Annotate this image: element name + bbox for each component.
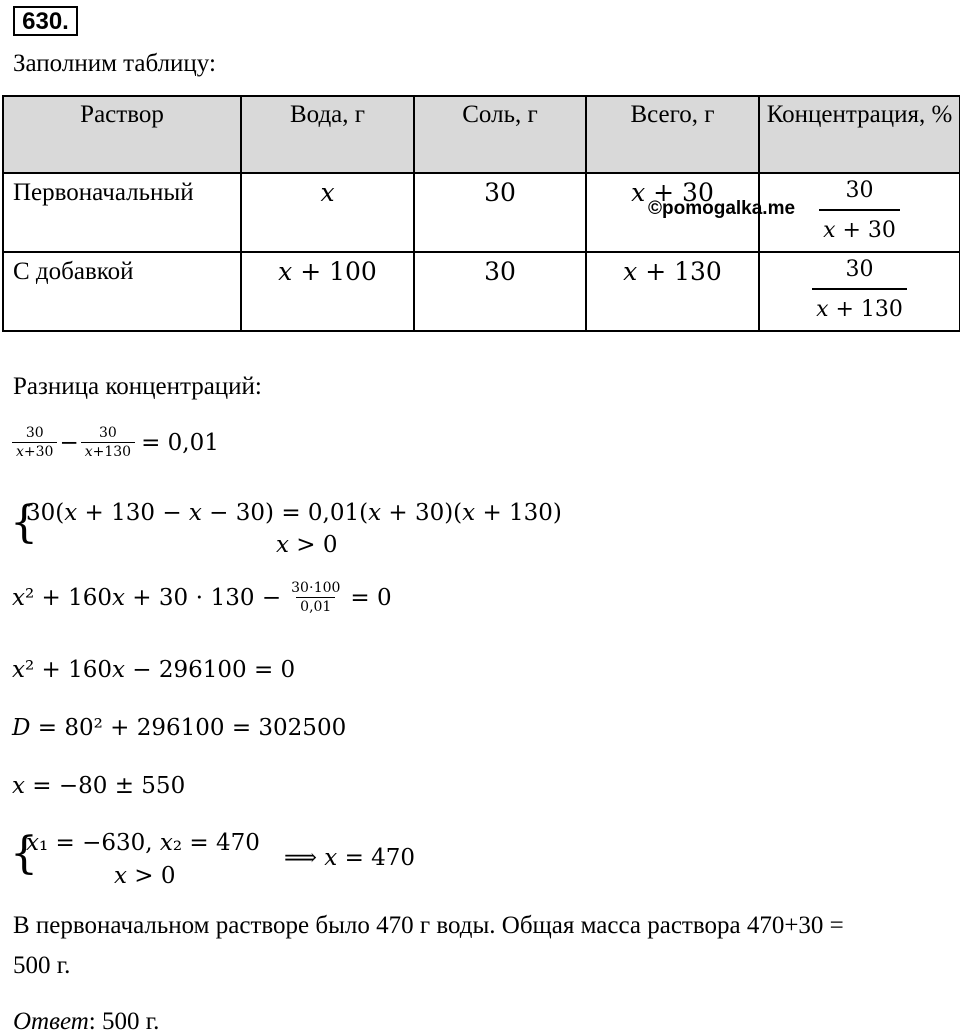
answer — [13, 1008, 159, 1036]
equation-roots: 𝑥 = −80 ± 550 — [12, 773, 186, 799]
equation-rhs: = 0,01 — [141, 430, 219, 456]
system2-line1: 𝑥₁ = −630, 𝑥₂ = 470 — [26, 830, 260, 856]
table-header-row — [3, 96, 960, 173]
header-water: Вода, г — [241, 96, 414, 173]
concentration-fraction — [819, 173, 900, 249]
header-total: Всего, г — [586, 96, 759, 173]
row-total: 𝑥 + 30 — [586, 173, 759, 252]
equation-lhs: 𝑥² + 160𝑥 + 30 ⋅ 130 − — [12, 585, 282, 611]
fraction-left — [12, 425, 57, 461]
conclusion-line1: В первоначальном растворе было 470 г воды. Общая масса раствора 470+30 = — [13, 912, 844, 939]
header-solution: Раствор — [3, 96, 241, 173]
intro-text: Заполним таблицу: — [13, 50, 216, 77]
fraction-expanded — [287, 580, 344, 616]
equation-rhs: = 0 — [350, 585, 392, 611]
system1-line1: 30(𝑥 + 130 − 𝑥 − 30) = 0,01(𝑥 + 30)(𝑥 + 130) — [26, 500, 562, 526]
problem-number: 630. — [13, 6, 78, 36]
equation-expanded — [12, 580, 392, 616]
table-row — [3, 173, 960, 252]
fraction-numerator: 30⋅100 — [291, 580, 341, 596]
fraction-denominator: 𝑥+30 — [12, 442, 57, 461]
header-salt: Соль, г — [414, 96, 586, 173]
system1-line2: 𝑥 > 0 — [276, 532, 338, 558]
fraction-right — [81, 425, 135, 461]
fraction-denominator: 𝑥 + 30 — [819, 209, 900, 249]
difference-label: Разница концентраций: — [13, 373, 262, 400]
fraction-denominator: 0,01 — [296, 597, 335, 616]
row-total: 𝑥 + 130 — [586, 252, 759, 331]
equation-difference — [12, 425, 219, 461]
answer-label: Ответ — [13, 1008, 89, 1035]
solution-table — [2, 95, 960, 332]
row-water: 𝑥 — [241, 173, 414, 252]
answer-text: : 500 г. — [88, 1008, 160, 1035]
fraction-numerator: 30 — [99, 425, 117, 441]
equation-quadratic: 𝑥² + 160𝑥 − 296100 = 0 — [12, 657, 296, 683]
fraction-numerator: 30 — [25, 425, 44, 441]
row-water: 𝑥 + 100 — [241, 252, 414, 331]
row-salt: 30 — [414, 173, 586, 252]
table-row — [3, 252, 960, 331]
concentration-fraction — [812, 252, 907, 328]
row-salt: 30 — [414, 252, 586, 331]
system-brace: { — [10, 497, 38, 548]
system2-line2: 𝑥 > 0 — [114, 863, 176, 889]
watermark: ©pomogalka.me — [648, 198, 796, 219]
conclusion-line2: 500 г. — [13, 952, 71, 979]
row-name: Первоначальный — [3, 173, 241, 252]
system2-result: ⟹ 𝑥 = 470 — [284, 845, 416, 871]
fraction-numerator: 30 — [845, 178, 874, 203]
fraction-denominator: 𝑥 + 130 — [812, 288, 907, 328]
header-concentration: Концентрация, % — [759, 96, 960, 173]
system-brace: { — [10, 828, 38, 879]
equation-discriminant: 𝐷 = 80² + 296100 = 302500 — [12, 715, 347, 741]
fraction-numerator: 30 — [845, 257, 874, 282]
row-name: С добавкой — [3, 252, 241, 331]
row-concentration — [759, 252, 960, 331]
minus-sign: − — [59, 430, 79, 456]
fraction-denominator: 𝑥+130 — [81, 442, 135, 461]
